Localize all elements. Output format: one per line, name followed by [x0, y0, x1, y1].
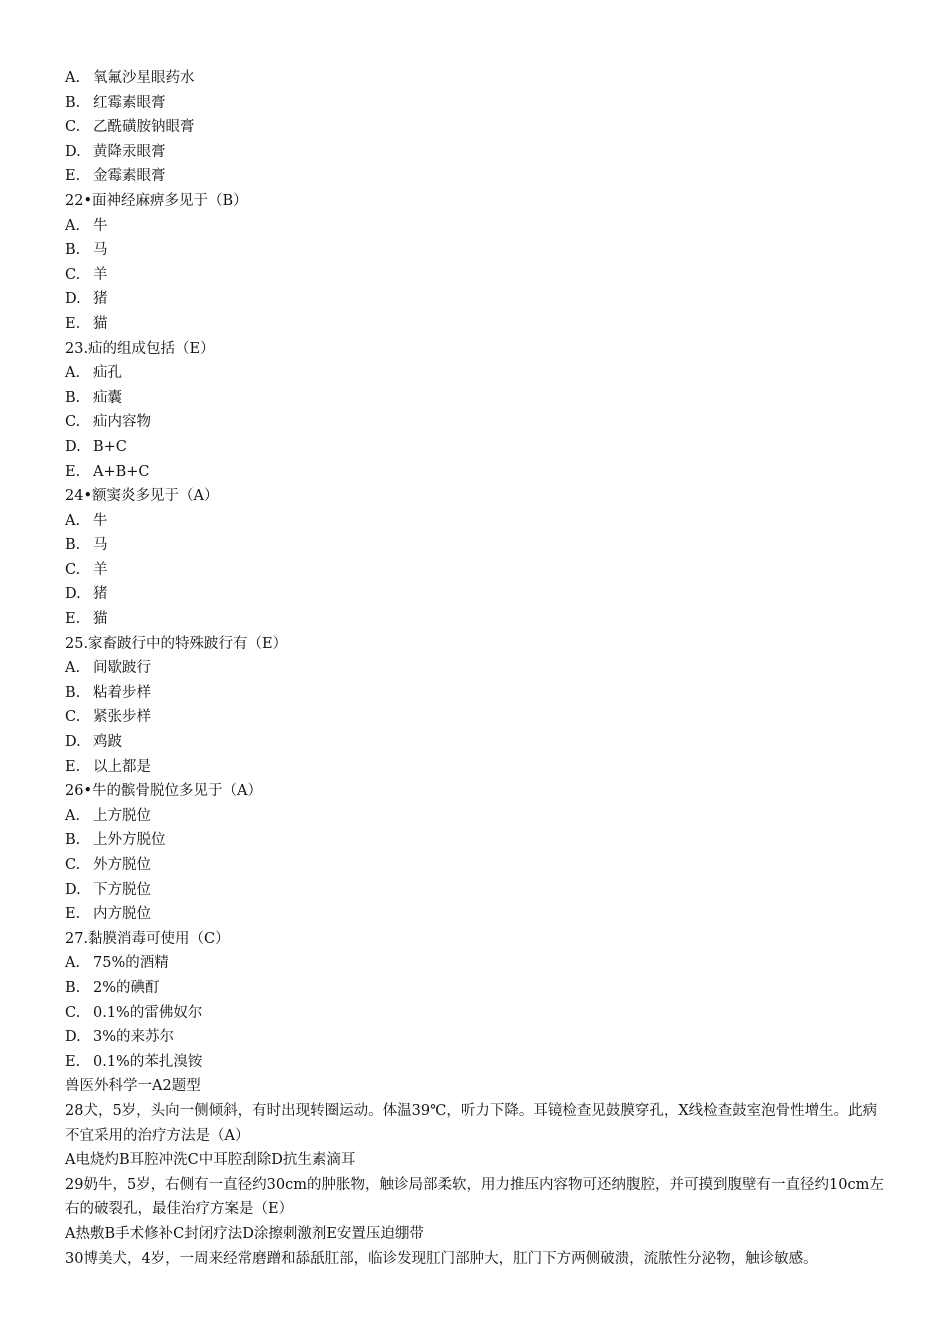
- option-letter: C.: [65, 414, 81, 431]
- option-text: 75%的酒精: [93, 955, 169, 972]
- option-letter: A.: [65, 955, 81, 972]
- option-text: 0.1%的雷佛奴尔: [93, 1004, 203, 1021]
- option-line: [65, 902, 895, 927]
- option-text: 马: [93, 242, 108, 259]
- option-letter: C.: [65, 1004, 81, 1021]
- option-text: 鸡跛: [93, 734, 122, 751]
- option-text: 猪: [93, 586, 108, 603]
- option-text: A+B+C: [93, 463, 150, 480]
- option-letter: A.: [65, 70, 81, 86]
- option-text: 内方脱位: [93, 906, 151, 923]
- option-line: [65, 263, 895, 288]
- question-line: 23.疝的组成包括（E）: [65, 340, 215, 357]
- option-text: 0.1%的苯扎溴铵: [93, 1053, 203, 1070]
- option-text: 2%的碘酊: [93, 979, 160, 996]
- option-text: 粘着步样: [93, 684, 151, 701]
- option-line: [65, 853, 895, 878]
- option-letter: D.: [65, 734, 81, 751]
- option-letter: D.: [65, 586, 81, 603]
- option-line: [65, 681, 895, 706]
- option-letter: B.: [65, 832, 81, 849]
- option-text: 以上都是: [93, 758, 151, 775]
- option-text: 氧氟沙星眼药水: [93, 70, 195, 86]
- question-line: A热敷B手术修补C封闭疗法D涂擦刺激剂E安置压迫绷带: [65, 1225, 424, 1242]
- option-line: [65, 115, 895, 140]
- option-text: 牛: [93, 512, 108, 529]
- option-line: [65, 1001, 895, 1026]
- option-line: [65, 828, 895, 853]
- option-text: 乙酰磺胺钠眼膏: [93, 119, 195, 136]
- option-text: 猫: [93, 611, 108, 628]
- option-text: 猪: [93, 291, 108, 308]
- option-letter: E.: [65, 906, 81, 923]
- option-text: 疝囊: [93, 389, 122, 406]
- option-line: [65, 214, 895, 239]
- option-letter: D.: [65, 1029, 81, 1046]
- option-letter: A.: [65, 217, 81, 234]
- question-line: 26•牛的髌骨脱位多见于（A）: [65, 783, 262, 800]
- option-letter: A.: [65, 365, 81, 382]
- option-line: [65, 386, 895, 411]
- option-letter: E.: [65, 168, 81, 185]
- option-letter: C.: [65, 266, 81, 283]
- option-line: [65, 878, 895, 903]
- option-text: 外方脱位: [93, 857, 151, 873]
- option-line: [65, 361, 895, 386]
- option-line: [65, 804, 895, 829]
- option-text: 3%的来苏尔: [93, 1029, 175, 1046]
- option-letter: E.: [65, 1053, 81, 1070]
- option-line: [65, 705, 895, 730]
- option-letter: C.: [65, 857, 81, 873]
- option-line: [65, 656, 895, 681]
- option-text: 红霉素眼膏: [93, 94, 166, 111]
- option-line: [65, 460, 895, 485]
- option-letter: C.: [65, 119, 81, 136]
- option-line: [65, 435, 895, 460]
- option-text: 牛: [93, 217, 108, 234]
- question-line: 22•面神经麻痹多见于（B）: [65, 192, 248, 209]
- question-paragraph: 29奶牛，5岁，右侧有一直径约30cm的肿胀物，触诊局部柔软，用力推压内容物可还纳腹腔，并可摸到腹壁有一直径约10cm左右的破裂孔，最佳治疗方案是（E）: [65, 1176, 884, 1218]
- option-line: [65, 238, 895, 263]
- option-line: [65, 730, 895, 755]
- option-letter: E.: [65, 758, 81, 775]
- option-line: [65, 410, 895, 435]
- option-line: [65, 312, 895, 337]
- option-line: [65, 607, 895, 632]
- option-text: 紧张步样: [93, 709, 151, 726]
- option-letter: E.: [65, 611, 81, 628]
- option-text: 黄降汞眼膏: [93, 143, 166, 160]
- option-line: [65, 582, 895, 607]
- option-letter: A.: [65, 660, 81, 677]
- option-line: [65, 140, 895, 165]
- option-text: 羊: [93, 266, 108, 283]
- option-line: [65, 755, 895, 780]
- option-line: [65, 164, 895, 189]
- option-line: [65, 287, 895, 312]
- option-line: [65, 1050, 895, 1075]
- option-letter: A.: [65, 807, 81, 824]
- option-letter: B.: [65, 684, 81, 701]
- option-line: [65, 509, 895, 534]
- option-letter: C.: [65, 561, 81, 578]
- option-text: 下方脱位: [93, 881, 151, 898]
- question-line: 24•额窦炎多见于（A）: [65, 488, 219, 505]
- option-line: [65, 66, 895, 91]
- question-paragraph: 28犬，5岁，头向一侧倾斜，有时出现转圈运动。体温39℃，听力下降。耳镜检查见鼓膜穿孔，X线检查鼓室泡骨性增生。此病不宜采用的治疗方法是（A）: [65, 1102, 878, 1144]
- option-text: 金霉素眼膏: [93, 168, 166, 185]
- option-text: 疝内容物: [93, 414, 151, 431]
- option-text: 疝孔: [93, 365, 122, 382]
- option-letter: E.: [65, 315, 81, 332]
- option-letter: B.: [65, 979, 81, 996]
- option-line: [65, 1025, 895, 1050]
- option-line: [65, 951, 895, 976]
- document-page: [65, 66, 895, 1271]
- option-letter: B.: [65, 389, 81, 406]
- option-letter: D.: [65, 291, 81, 308]
- option-letter: C.: [65, 709, 81, 726]
- option-text: 上外方脱位: [93, 832, 166, 849]
- question-line: 兽医外科学一A2题型: [65, 1078, 201, 1095]
- question-line: 25.家畜跛行中的特殊跛行有（E）: [65, 635, 288, 652]
- option-letter: D.: [65, 143, 81, 160]
- question-line: 30博美犬，4岁，一周来经常磨蹭和舔舐肛部，临诊发现肛门部肿大，肛门下方两侧破溃，流脓性分泌物，触诊敏感。: [65, 1250, 818, 1267]
- option-text: 间歇跛行: [93, 660, 151, 677]
- option-letter: B.: [65, 537, 81, 554]
- option-line: [65, 91, 895, 116]
- option-line: [65, 976, 895, 1001]
- option-text: 上方脱位: [93, 807, 151, 824]
- option-text: B+C: [93, 438, 127, 455]
- option-line: [65, 558, 895, 583]
- option-letter: E.: [65, 463, 81, 480]
- option-letter: D.: [65, 881, 81, 898]
- option-text: 马: [93, 537, 108, 554]
- option-letter: B.: [65, 242, 81, 259]
- question-line: A电烧灼B耳腔冲洗C中耳腔刮除D抗生素滴耳: [65, 1152, 356, 1169]
- question-line: 27.黏膜消毒可使用（C）: [65, 930, 230, 947]
- option-text: 猫: [93, 315, 108, 332]
- option-letter: A.: [65, 512, 81, 529]
- option-letter: B.: [65, 94, 81, 111]
- option-letter: D.: [65, 438, 81, 455]
- option-text: 羊: [93, 561, 108, 578]
- option-line: [65, 533, 895, 558]
